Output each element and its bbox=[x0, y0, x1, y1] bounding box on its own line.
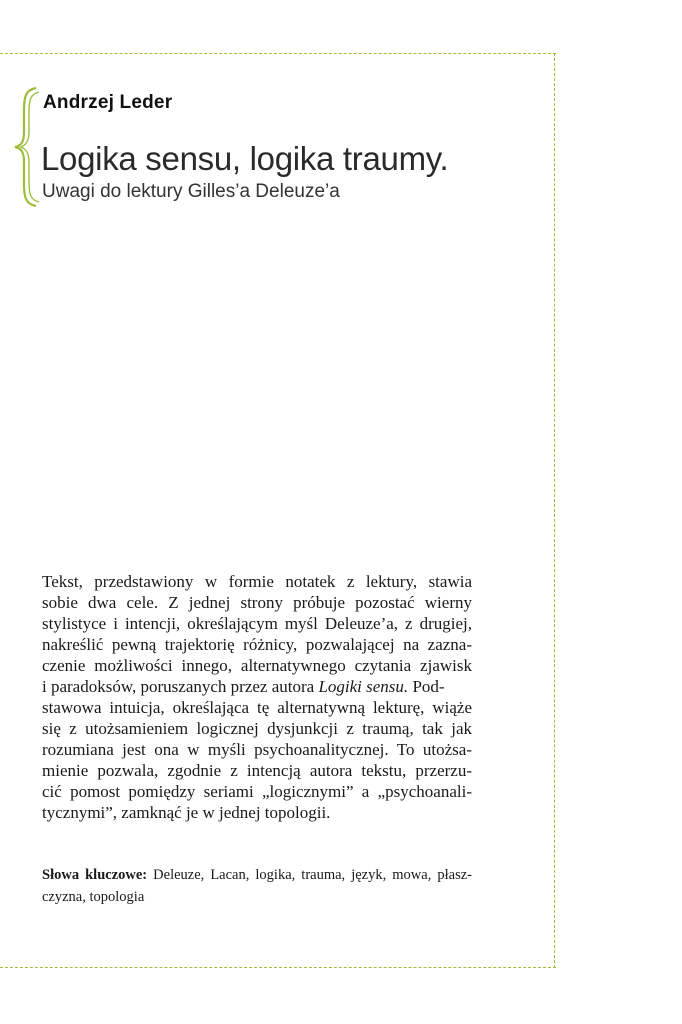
keywords-list: Deleuze, Lacan, logika, trauma, język, mowa, płasz- bbox=[147, 867, 472, 883]
author-name: Andrzej Leder bbox=[43, 92, 173, 113]
abstract-line: sobie dwa cele. Z jednej strony próbuje pozostać wierny bbox=[42, 593, 472, 612]
curly-brace-icon bbox=[12, 86, 40, 208]
abstract-line: mienie pozwala, zgodnie z intencją autora tekstu, przerzu- bbox=[42, 761, 472, 780]
abstract bbox=[42, 571, 472, 823]
abstract-line bbox=[42, 676, 472, 697]
abstract-line: rozumiana jest ona w myśli psychoanalitycznej. To utożsa- bbox=[42, 740, 472, 759]
frame-border-right bbox=[554, 53, 555, 968]
abstract-line: stylistyce i intencji, określającym myśl Deleuze’a, z drugiej, bbox=[42, 614, 472, 633]
abstract-line: nakreślić pewną trajektorię różnicy, pozwalającej na zazna- bbox=[42, 635, 472, 654]
abstract-line: czenie możliwości innego, alternatywnego czytania zjawisk bbox=[42, 656, 472, 675]
abstract-line: stawowa intuicja, określająca tę alternatywną lekturę, wiąże bbox=[42, 698, 472, 717]
article-title: Logika sensu, logika traumy. bbox=[41, 140, 449, 177]
keywords-label: Słowa kluczowe: bbox=[42, 867, 148, 883]
article-subtitle: Uwagi do lektury Gilles’a Deleuze’a bbox=[42, 181, 340, 202]
frame-border-top bbox=[0, 53, 556, 54]
keywords-line: czyzna, topologia bbox=[42, 889, 145, 905]
abstract-line: tycznymi”, zamknąć je w jednej topologii. bbox=[42, 803, 331, 822]
abstract-line: Tekst, przedstawiony w formie notatek z lektury, stawia bbox=[42, 572, 472, 591]
frame-border-bottom bbox=[0, 967, 556, 968]
book-title-italic: Logiki sensu. bbox=[318, 677, 409, 696]
abstract-line: się z utożsamieniem logicznej dysjunkcji z traumą, tak jak bbox=[42, 719, 472, 738]
abstract-line-tail: Pod- bbox=[408, 677, 445, 696]
abstract-line-text: i paradoksów, poruszanych przez autora bbox=[42, 677, 319, 696]
keywords bbox=[42, 864, 472, 908]
abstract-line: cić pomost pomiędzy seriami „logicznymi” a „psychoanali- bbox=[42, 782, 472, 801]
keywords-line bbox=[42, 864, 472, 886]
